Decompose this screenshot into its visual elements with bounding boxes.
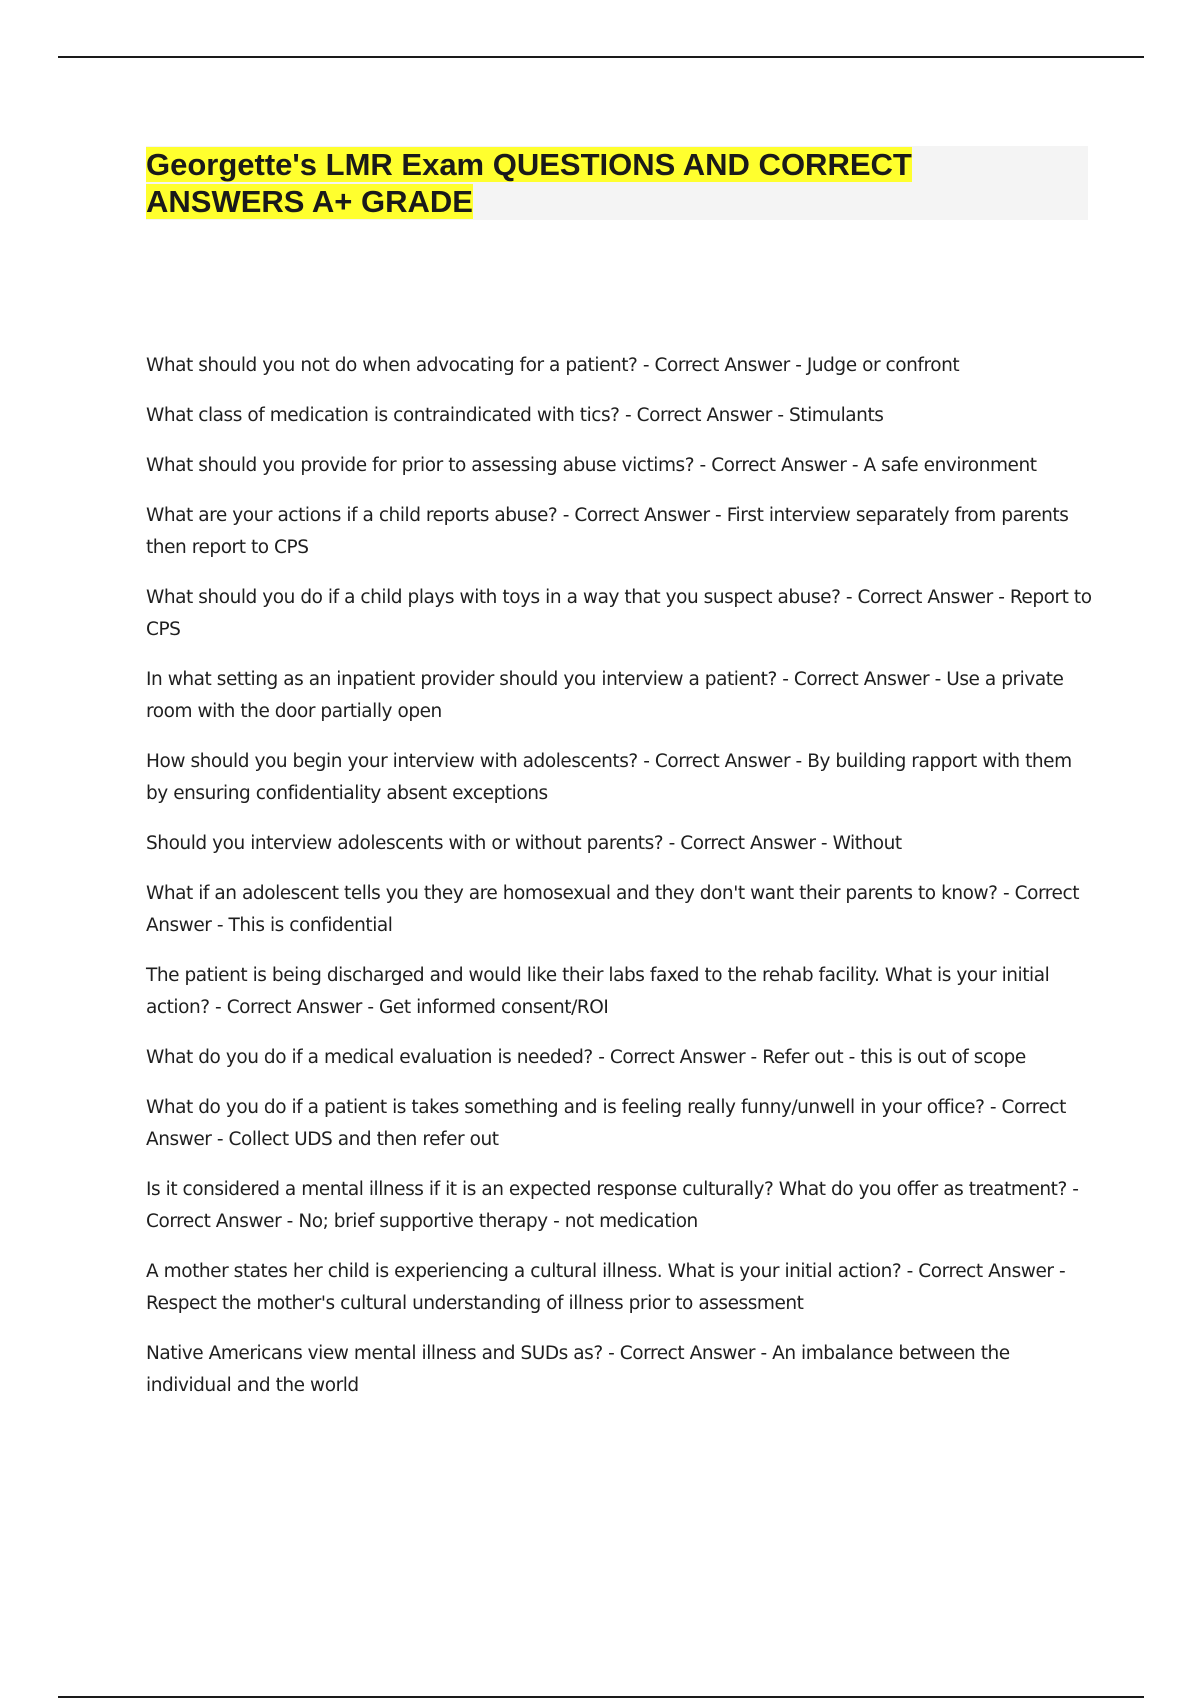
bottom-rule	[58, 1696, 1144, 1698]
qa-item: Native Americans view mental illness and SUDs as? - Correct Answer - An imbalance between the individual and the world	[146, 1343, 1010, 1396]
qa-item: What if an adolescent tells you they are homosexual and they don't want their parents to know? - Correct Answer - This is confidential	[146, 883, 1080, 936]
qa-item: A mother states her child is experiencing a cultural illness. What is your initial action? - Correct Answer - Respect the mother's cultural understanding of illness prior to assessment	[146, 1261, 1066, 1314]
qa-item: What class of medication is contraindicated with tics? - Correct Answer - Stimulants	[146, 405, 884, 426]
qa-item: What do you do if a patient is takes something and is feeling really funny/unwell in your office? - Correct Answer - Collect UDS and then refer out	[146, 1097, 1066, 1150]
qa-item: What should you provide for prior to assessing abuse victims? - Correct Answer - A safe environment	[146, 455, 1037, 476]
qa-item: The patient is being discharged and would like their labs faxed to the rehab facility. What is your initial action? - Correct Answer - Get informed consent/ROI	[146, 965, 1050, 1018]
title-block	[146, 146, 1088, 220]
qa-item: In what setting as an inpatient provider should you interview a patient? - Correct Answer - Use a private room with the door partially open	[146, 669, 1064, 722]
qa-item: What should you not do when advocating for a patient? - Correct Answer - Judge or confront	[146, 355, 960, 376]
qa-list	[146, 350, 1096, 1420]
qa-item: Is it considered a mental illness if it is an expected response culturally? What do you offer as treatment? - Correct Answer - No; brief supportive therapy - not medication	[146, 1179, 1079, 1232]
document-title	[146, 146, 946, 220]
document-title-text: Georgette's LMR Exam QUESTIONS AND CORRECT ANSWERS A+ GRADE	[146, 147, 912, 219]
qa-item: What are your actions if a child reports abuse? - Correct Answer - First interview separately from parents then report to CPS	[146, 505, 1069, 558]
qa-item: What do you do if a medical evaluation is needed? - Correct Answer - Refer out - this is out of scope	[146, 1047, 1026, 1068]
top-rule	[58, 56, 1144, 58]
qa-item: How should you begin your interview with adolescents? - Correct Answer - By building rapport with them by ensuring confidentiality absent exceptions	[146, 751, 1072, 804]
qa-item: Should you interview adolescents with or without parents? - Correct Answer - Without	[146, 833, 902, 854]
qa-item: What should you do if a child plays with toys in a way that you suspect abuse? - Correct Answer - Report to CPS	[146, 587, 1092, 640]
